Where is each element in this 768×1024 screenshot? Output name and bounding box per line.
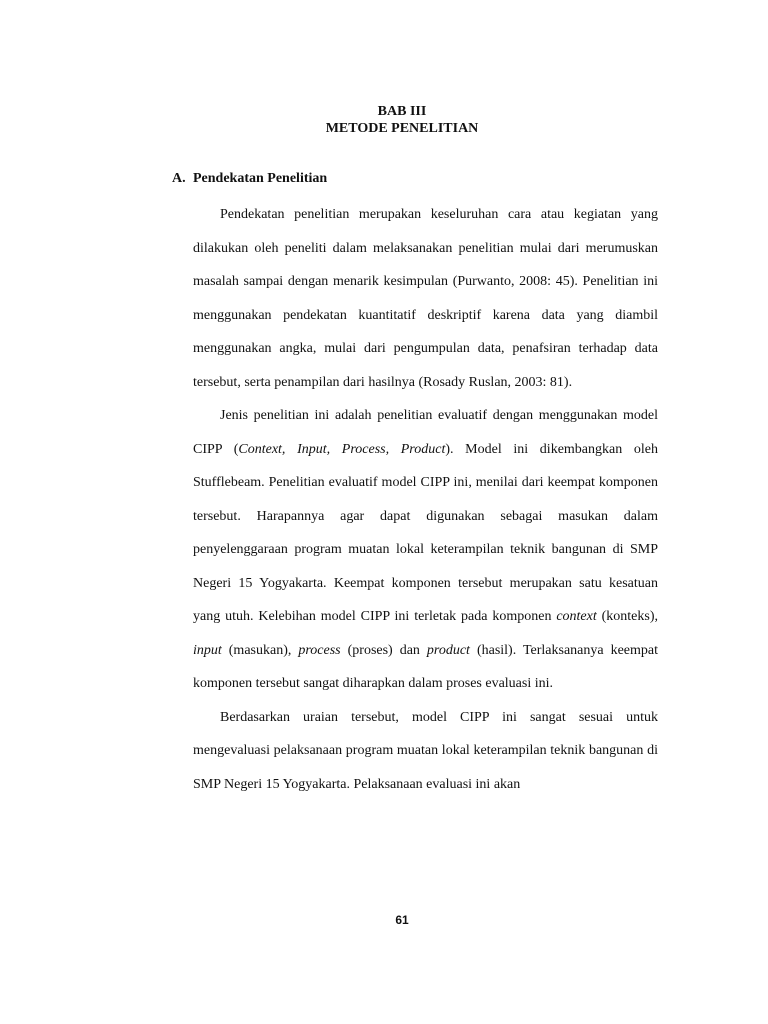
paragraph-3: Berdasarkan uraian tersebut, model CIPP ini sangat sesuai untuk mengevaluasi pelaksanaan program muatan lokal keterampilan teknik bangunan di SMP Negeri 15 Yogyakarta. Pelaksanaan evaluasi ini akan <box>193 709 658 792</box>
body-text <box>193 198 658 801</box>
paragraph-2-text: (konteks), <box>596 609 658 624</box>
section-letter: A. <box>172 171 186 186</box>
paragraph-2-italic-input: input <box>193 642 222 658</box>
paragraph-2-italic-context: context <box>556 609 597 624</box>
paragraph-2-italic-cipp: Context, Input, Process, Product <box>238 441 446 457</box>
section-title: Pendekatan Penelitian <box>193 171 328 186</box>
page-number: 61 <box>395 913 409 927</box>
chapter-number: BAB III <box>377 104 427 119</box>
chapter-title: METODE PENELITIAN <box>325 121 479 136</box>
paragraph-2 <box>193 399 658 701</box>
section-heading <box>172 170 327 187</box>
paragraph-2-text: (masukan), <box>221 642 299 658</box>
paragraph-2-text: (hasil). Terlaksananya keempat komponen tersebut sangat diharapkan dalam proses evaluasi ini. <box>193 642 659 691</box>
paragraph-2-italic-process: process <box>298 642 341 658</box>
paragraph-2-text: ). Model ini dikembangkan oleh Stufflebeam. Penelitian evaluatif model CIPP ini, menilai dari keempat komponen tersebut. Harapannya agar dapat digunakan sebagai masukan dalam penyelenggaraan program muatan lokal keterampilan teknik bangunan di SMP Negeri 15 Yogyakarta. Keempat komponen tersebut merupakan satu kesatuan yang utuh. Kelebihan model CIPP ini terletak pada komponen <box>193 441 658 624</box>
paragraph-2-text: (proses) dan <box>340 642 427 658</box>
paragraph-1: Pendekatan penelitian merupakan keseluruhan cara atau kegiatan yang dilakukan oleh peneliti dalam melaksanakan penelitian mulai dari merumuskan masalah sampai dengan menarik kesimpulan (Purwanto, 2008: 45). Penelitian ini menggunakan pendekatan kuantitatif deskriptif karena data yang diambil menggunakan angka, mulai dari pengumpulan data, penafsiran terhadap data tersebut, serta penampilan dari hasilnya (Rosady Ruslan, 2003: 81). <box>193 207 658 390</box>
paragraph-2-text: Jenis penelitian ini adalah penelitian evaluatif dengan menggunakan model CIPP ( <box>193 408 658 457</box>
paragraph-2-italic-product: product <box>426 642 470 658</box>
